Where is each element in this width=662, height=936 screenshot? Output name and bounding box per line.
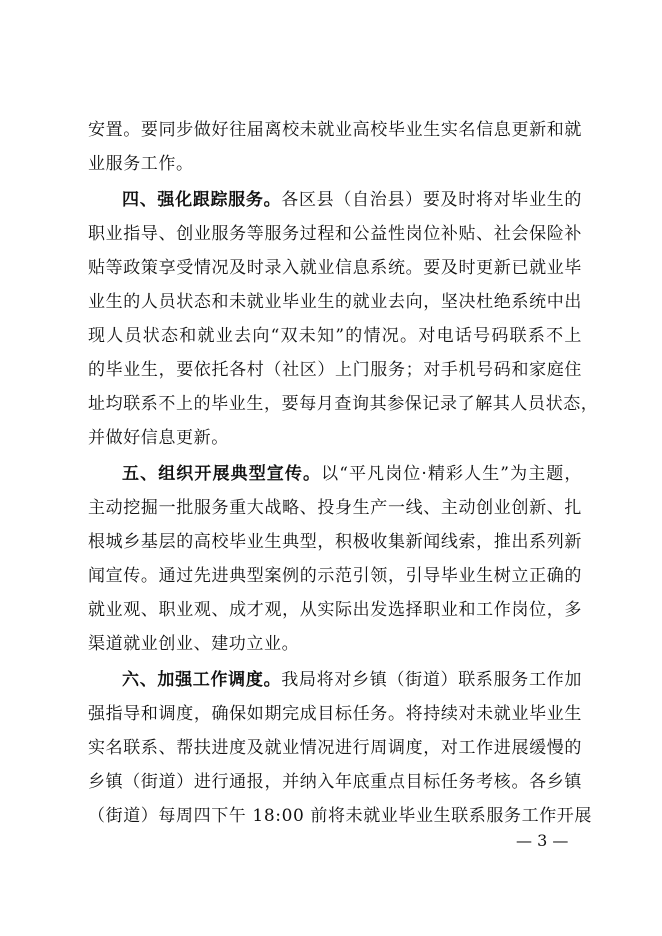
section-5-heading: 五、组织开展典型宣传。 bbox=[122, 464, 322, 484]
paragraph-line: 职业指导、创业服务等服务过程和公益性岗位补贴、社会保险补 bbox=[88, 224, 582, 244]
paragraph-line: 闻宣传。通过先进典型案例的示范引领，引导毕业生树立正确的 bbox=[88, 566, 582, 586]
paragraph-line: 强指导和调度，确保如期完成目标任务。将持续对未就业毕业生 bbox=[88, 704, 582, 724]
paragraph-line: 渠道就业创业、建功立业。 bbox=[88, 634, 300, 654]
paragraph-line: 根城乡基层的高校毕业生典型，积极收集新闻线索，推出系列新 bbox=[88, 532, 582, 552]
section-6-first-line bbox=[122, 668, 582, 692]
paragraph-line: 业服务工作。 bbox=[88, 154, 194, 174]
section-4-first-line bbox=[122, 188, 582, 212]
section-4-heading: 四、强化跟踪服务。 bbox=[122, 190, 282, 210]
paragraph-line: 乡镇（街道）进行通报，并纳入年底重点目标任务考核。各乡镇 bbox=[88, 772, 582, 792]
paragraph-line: 并做好信息更新。 bbox=[88, 428, 229, 448]
paragraph-line: 就业观、职业观、成才观，从实际出发选择职业和工作岗位，多 bbox=[88, 600, 582, 620]
paragraph-line: （街道）每周四下午 18:00 前将未就业毕业生联系服务工作开展 bbox=[88, 806, 592, 826]
section-4-first-text: 各区县（自治县）要及时将对毕业生的 bbox=[281, 190, 582, 210]
paragraph-line: 安置。要同步做好往届离校未就业高校毕业生实名信息更新和就 bbox=[88, 120, 582, 140]
section-6-first-text: 我局将对乡镇（街道）联系服务工作加 bbox=[281, 670, 582, 690]
section-5-first-line bbox=[122, 462, 582, 486]
paragraph-line: 主动挖掘一批服务重大战略、投身生产一线、主动创业创新、扎 bbox=[88, 498, 582, 518]
paragraph-line: 现人员状态和就业去向“双未知”的情况。对电话号码联系不上 bbox=[88, 326, 582, 346]
paragraph-line: 址均联系不上的毕业生，要每月查询其参保记录了解其人员状态， bbox=[88, 394, 599, 414]
section-5-first-text: 以“平凡岗位·精彩人生”为主题， bbox=[321, 464, 582, 484]
section-6-heading: 六、加强工作调度。 bbox=[122, 670, 282, 690]
paragraph-line: 实名联系、帮扶进度及就业情况进行周调度，对工作进展缓慢的 bbox=[88, 738, 582, 758]
page-number: — 3 — bbox=[516, 831, 569, 850]
paragraph-line: 业生的人员状态和未就业毕业生的就业去向，坚决杜绝系统中出 bbox=[88, 292, 582, 312]
paragraph-line: 贴等政策享受情况及时录入就业信息系统。要及时更新已就业毕 bbox=[88, 258, 582, 278]
paragraph-line: 的毕业生，要依托各村（社区）上门服务；对手机号码和家庭住 bbox=[88, 360, 582, 380]
